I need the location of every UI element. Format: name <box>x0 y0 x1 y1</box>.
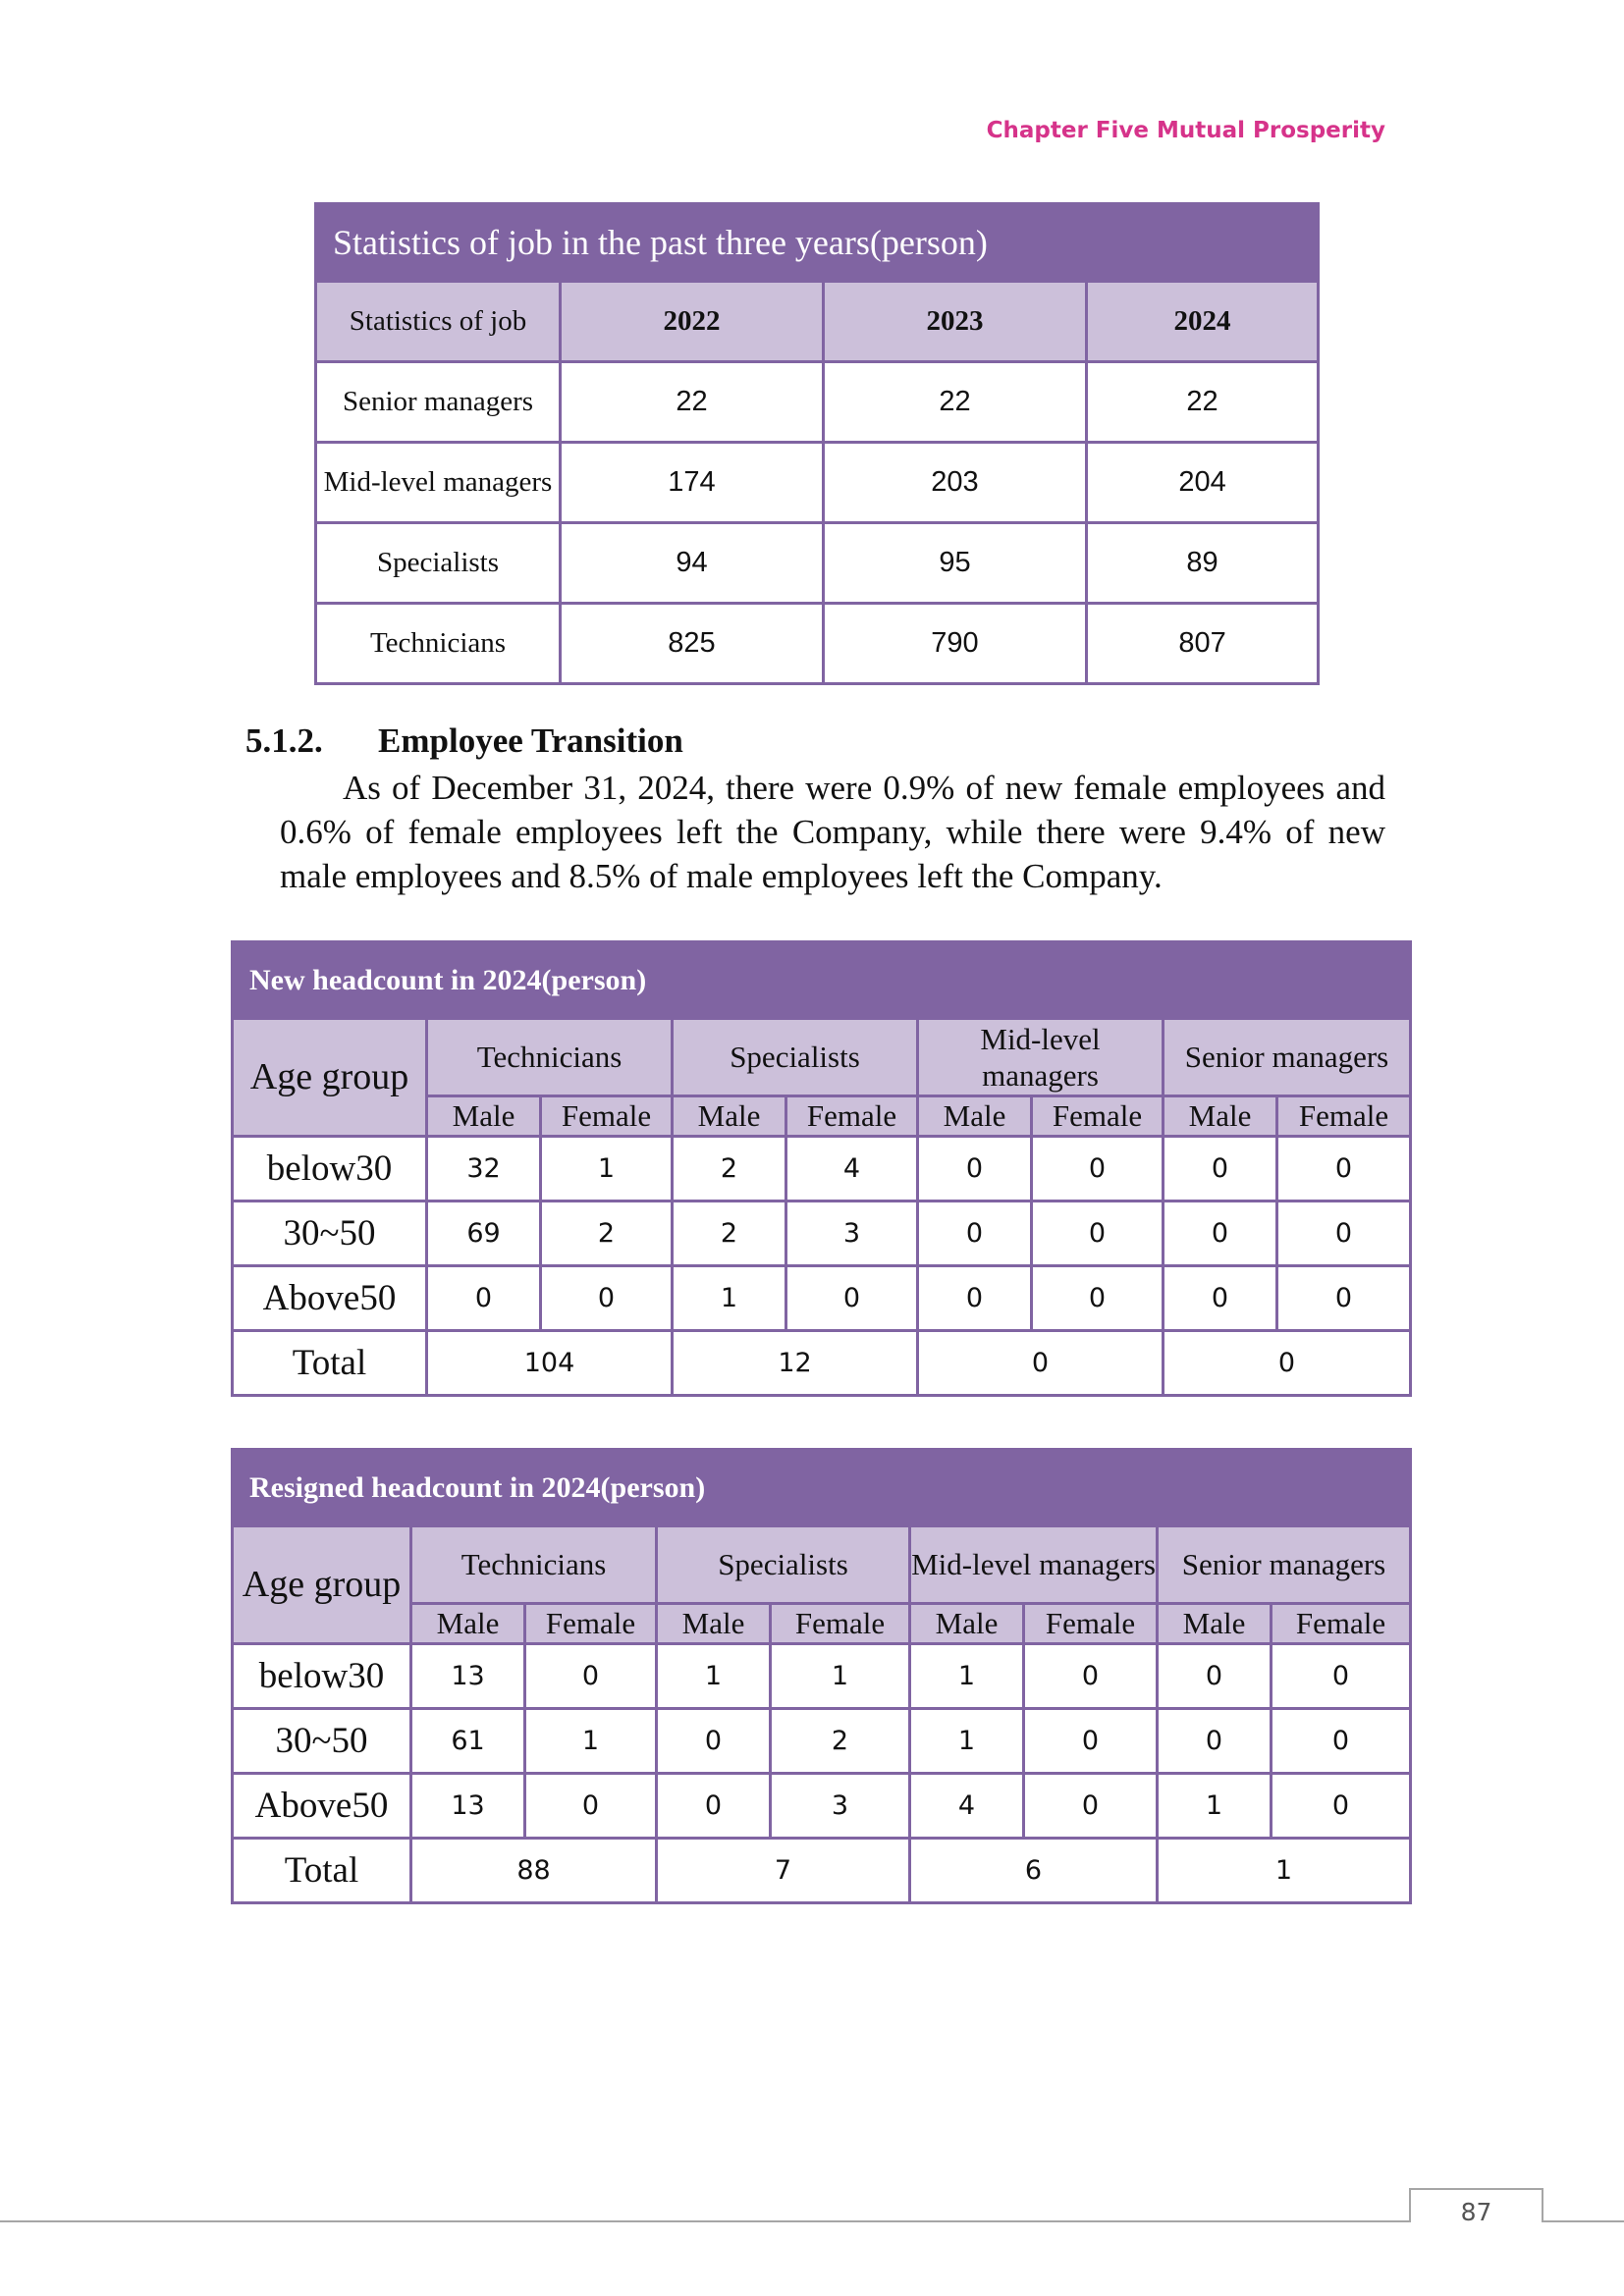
table-row <box>316 604 1319 684</box>
cell-value: 1 <box>910 1644 1024 1709</box>
cell-value: 13 <box>411 1774 525 1839</box>
category-header: Senior managers <box>1158 1526 1411 1604</box>
table-row <box>233 1266 1411 1331</box>
female-header: Female <box>1024 1604 1158 1644</box>
female-header: Female <box>1277 1096 1411 1137</box>
cell-value: 32 <box>427 1137 541 1201</box>
cell-value: 22 <box>824 362 1087 443</box>
cell-value: 0 <box>1024 1774 1158 1839</box>
table-row <box>233 1137 1411 1201</box>
category-header: Mid-level managers <box>918 1019 1164 1096</box>
total-row <box>233 1331 1411 1396</box>
row-label: Technicians <box>316 604 561 684</box>
cell-value: 3 <box>771 1774 910 1839</box>
row-label: Mid-level managers <box>316 443 561 523</box>
cell-value: 174 <box>561 443 824 523</box>
new-headcount-table <box>231 940 1412 1397</box>
table-title: Statistics of job in the past three years(person) <box>316 204 1319 282</box>
chapter-title: Chapter Five Mutual Prosperity <box>986 118 1385 143</box>
male-header: Male <box>910 1604 1024 1644</box>
section-heading <box>245 721 683 761</box>
cell-value: 22 <box>561 362 824 443</box>
male-header: Male <box>427 1096 541 1137</box>
row-label: below30 <box>233 1137 427 1201</box>
female-header: Female <box>525 1604 657 1644</box>
cell-value: 69 <box>427 1201 541 1266</box>
cell-value: 2 <box>673 1137 786 1201</box>
cell-value: 0 <box>1277 1266 1411 1331</box>
page-number: 87 <box>1409 2188 1543 2222</box>
cell-value: 2 <box>673 1201 786 1266</box>
cell-value: 1 <box>910 1709 1024 1774</box>
row-label: Specialists <box>316 523 561 604</box>
cell-value: 790 <box>824 604 1087 684</box>
year-header: 2023 <box>824 282 1087 362</box>
cell-value: 0 <box>1164 1137 1277 1201</box>
cell-value: 1 <box>673 1266 786 1331</box>
total-value: 0 <box>918 1331 1164 1396</box>
cell-value: 1 <box>525 1709 657 1774</box>
cell-value: 1 <box>771 1644 910 1709</box>
cell-value: 0 <box>1272 1774 1411 1839</box>
total-row <box>233 1839 1411 1903</box>
cell-value: 0 <box>1024 1644 1158 1709</box>
table-row <box>233 1644 1411 1709</box>
category-header: Mid-level managers <box>910 1526 1158 1604</box>
male-header: Male <box>1158 1604 1272 1644</box>
cell-value: 95 <box>824 523 1087 604</box>
cell-value: 0 <box>1164 1266 1277 1331</box>
cell-value: 0 <box>541 1266 673 1331</box>
total-value: 1 <box>1158 1839 1411 1903</box>
cell-value: 1 <box>1158 1774 1272 1839</box>
cell-value: 203 <box>824 443 1087 523</box>
cell-value: 0 <box>525 1644 657 1709</box>
paragraph-text: As of December 31, 2024, there were 0.9% of new female employees and 0.6% of female employees left the Company, while there were 9.4% of new male employees and 8.5% of male employees left the Company. <box>280 769 1385 895</box>
cell-value: 0 <box>427 1266 541 1331</box>
cell-value: 94 <box>561 523 824 604</box>
female-header: Female <box>1272 1604 1411 1644</box>
female-header: Female <box>1032 1096 1164 1137</box>
total-value: 7 <box>657 1839 910 1903</box>
table-row <box>233 1201 1411 1266</box>
cell-value: 0 <box>1164 1201 1277 1266</box>
row-label: 30~50 <box>233 1201 427 1266</box>
male-header: Male <box>411 1604 525 1644</box>
cell-value: 2 <box>541 1201 673 1266</box>
total-label: Total <box>233 1839 411 1903</box>
male-header: Male <box>657 1604 771 1644</box>
cell-value: 0 <box>1272 1644 1411 1709</box>
table-row <box>316 362 1319 443</box>
table-row <box>316 523 1319 604</box>
year-header: 2022 <box>561 282 824 362</box>
table-row <box>233 1774 1411 1839</box>
total-value: 88 <box>411 1839 657 1903</box>
cell-value: 4 <box>786 1137 918 1201</box>
table-row <box>233 1709 1411 1774</box>
section-title: Employee Transition <box>378 721 683 760</box>
category-header: Technicians <box>411 1526 657 1604</box>
cell-value: 0 <box>1158 1644 1272 1709</box>
cell-value: 0 <box>918 1266 1032 1331</box>
footer-divider <box>0 2220 1624 2222</box>
cell-value: 0 <box>1277 1137 1411 1201</box>
job-statistics-table <box>314 202 1320 685</box>
cell-value: 0 <box>525 1774 657 1839</box>
cell-value: 0 <box>1032 1201 1164 1266</box>
cell-value: 204 <box>1087 443 1319 523</box>
total-value: 104 <box>427 1331 673 1396</box>
cell-value: 13 <box>411 1644 525 1709</box>
cell-value: 1 <box>657 1644 771 1709</box>
cell-value: 0 <box>1032 1266 1164 1331</box>
table-title: New headcount in 2024(person) <box>233 942 1411 1019</box>
cell-value: 89 <box>1087 523 1319 604</box>
cell-value: 0 <box>657 1709 771 1774</box>
column-header: Statistics of job <box>316 282 561 362</box>
table-title: Resigned headcount in 2024(person) <box>233 1450 1411 1526</box>
age-group-header: Age group <box>233 1019 427 1137</box>
cell-value: 0 <box>1032 1137 1164 1201</box>
cell-value: 0 <box>657 1774 771 1839</box>
total-value: 0 <box>1164 1331 1411 1396</box>
row-label: Above50 <box>233 1266 427 1331</box>
category-header: Specialists <box>673 1019 918 1096</box>
female-header: Female <box>771 1604 910 1644</box>
male-header: Male <box>673 1096 786 1137</box>
cell-value: 3 <box>786 1201 918 1266</box>
cell-value: 0 <box>1272 1709 1411 1774</box>
age-group-header: Age group <box>233 1526 411 1644</box>
cell-value: 0 <box>1158 1709 1272 1774</box>
table-row <box>316 443 1319 523</box>
row-label: 30~50 <box>233 1709 411 1774</box>
cell-value: 2 <box>771 1709 910 1774</box>
cell-value: 22 <box>1087 362 1319 443</box>
cell-value: 61 <box>411 1709 525 1774</box>
male-header: Male <box>1164 1096 1277 1137</box>
category-header: Specialists <box>657 1526 910 1604</box>
total-value: 12 <box>673 1331 918 1396</box>
section-paragraph <box>280 766 1385 898</box>
total-label: Total <box>233 1331 427 1396</box>
female-header: Female <box>541 1096 673 1137</box>
cell-value: 825 <box>561 604 824 684</box>
row-label: Senior managers <box>316 362 561 443</box>
cell-value: 0 <box>918 1201 1032 1266</box>
cell-value: 0 <box>1024 1709 1158 1774</box>
cell-value: 807 <box>1087 604 1319 684</box>
cell-value: 4 <box>910 1774 1024 1839</box>
cell-value: 1 <box>541 1137 673 1201</box>
female-header: Female <box>786 1096 918 1137</box>
cell-value: 0 <box>1277 1201 1411 1266</box>
section-number: 5.1.2. <box>245 721 323 760</box>
cell-value: 0 <box>918 1137 1032 1201</box>
male-header: Male <box>918 1096 1032 1137</box>
cell-value: 0 <box>786 1266 918 1331</box>
total-value: 6 <box>910 1839 1158 1903</box>
resigned-headcount-table <box>231 1448 1412 1904</box>
category-header: Senior managers <box>1164 1019 1411 1096</box>
year-header: 2024 <box>1087 282 1319 362</box>
row-label: below30 <box>233 1644 411 1709</box>
category-header: Technicians <box>427 1019 673 1096</box>
row-label: Above50 <box>233 1774 411 1839</box>
